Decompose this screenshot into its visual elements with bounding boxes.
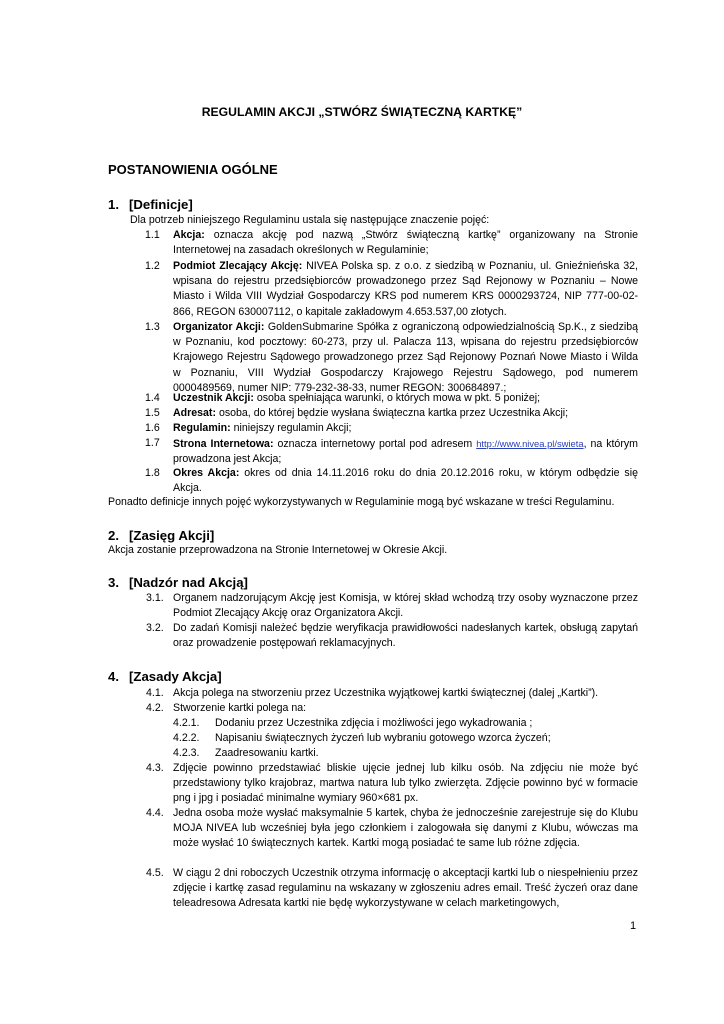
section-1-tail: Ponadto definicje innych pojęć wykorzystywanych w Regulaminie mogą być wskazane w treści Regulaminu. [108, 496, 615, 508]
item-4-2-3 [173, 746, 638, 762]
document-title: REGULAMIN AKCJI „STWÓRZ ŚWIĄTECZNĄ KARTKĘ” [201, 105, 523, 119]
item-4-2-2 [173, 731, 638, 747]
item-number: 1.1 [145, 229, 160, 241]
item-text: Akcja polega na stworzeniu przez Uczestnika wyjątkowej kartki świątecznej (dalej „Kartki”). [173, 687, 599, 699]
section-number: 2. [108, 528, 119, 543]
item-text: Jedna osoba może wysłać maksymalnie 5 kartek, chyba że jednocześnie zarejestruje się do Klubu MOJA NIVEA lub wcześniej była jego członkiem i zalogowała się danymi z Klubu, wówczas ma może wysłać 10 świątecznych kartek. Kartki mogą posiadać te same lub różne zdjęcia. [173, 807, 638, 850]
item-4-3 [146, 761, 638, 807]
section-number: 4. [108, 669, 119, 684]
item-text: Organem nadzorującym Akcję jest Komisja, w której skład wchodzą trzy osoby wyznaczone przez Podmiot Zlecający Akcję oraz Organizatora Akcji. [173, 592, 638, 620]
definition-1-5 [145, 406, 638, 422]
definition-1-6 [145, 421, 638, 437]
item-text: Do zadań Komisji należeć będzie weryfikacja prawidłowości nadesłanych kartek, obsługą zapytań oraz prowadzenie postępowań reklamacyjnych. [173, 622, 638, 650]
item-number: 4.4. [146, 807, 164, 819]
definition-text-after: , na którym prowadzona jest Akcja; [173, 438, 638, 466]
definition-term: Akcja: [173, 229, 205, 241]
item-text: Dodaniu przez Uczestnika zdjęcia i możliwości jego wykadrowania ; [215, 717, 533, 729]
section-2-heading [108, 528, 214, 543]
item-number: 1.6 [145, 422, 160, 434]
item-number: 1.3 [145, 321, 160, 333]
general-provisions-heading: POSTANOWIENIA OGÓLNE [108, 162, 278, 177]
definition-term: Regulamin: [173, 422, 231, 434]
section-title: [Zasady Akcja] [129, 669, 222, 684]
section-1-intro: Dla potrzeb niniejszego Regulaminu ustala się następujące znaczenie pojęć: [130, 214, 490, 226]
website-link[interactable]: http://www.nivea.pl/swieta [476, 438, 584, 449]
item-number: 4.3. [146, 762, 164, 774]
definition-term: Adresat: [173, 407, 216, 419]
item-number: 1.7 [145, 437, 160, 449]
item-4-4 [146, 806, 638, 867]
item-number: 3.1. [146, 592, 164, 604]
item-text: Stworzenie kartki polega na: [173, 702, 307, 714]
definition-term: Okres Akcja: [173, 467, 240, 479]
definition-text: okres od dnia 14.11.2016 roku do dnia 20.12.2016 roku, w którym odbędzie się Akcja. [173, 467, 638, 495]
item-number: 4.2.3. [173, 747, 200, 759]
section-title: [Nadzór nad Akcją] [129, 575, 248, 590]
item-number: 4.2.1. [173, 717, 200, 729]
section-2-text: Akcja zostanie przeprowadzona na Stronie Internetowej w Okresie Akcji. [108, 544, 448, 556]
item-text: Napisaniu świątecznych życzeń lub wybraniu gotowego wzorca życzeń; [215, 732, 551, 744]
definition-1-2 [145, 259, 638, 320]
definition-text: osoba spełniająca warunki, o których mowa w pkt. 5 poniżej; [256, 392, 541, 404]
definition-text: oznacza akcję pod nazwą „Stwórz świąteczną kartkę” organizowany na Stronie Internetowej na zasadach określonych w Regulaminie; [173, 229, 638, 257]
item-4-2 [146, 701, 638, 717]
definition-1-8 [145, 466, 638, 497]
definition-text: GoldenSubmarine Spółka z ograniczoną odpowiedzialnością Sp.K., z siedzibą w Poznaniu, kod pocztowy: 60-273, przy ul. Palacza 113, wpisana do rejestru przedsiębiorców Krajowego Rejestru Sądowego prowadzonego przez Sąd Rejonowy Poznań Nowe Miasto i Wilda w Poznaniu, VIII Wydział Gospodarczy Krajowego Rejestru Sądowego, pod numerem 0000489569, numer NIP: 779-232-38-33, numer REGON: 300684897.; [173, 321, 639, 394]
section-number: 3. [108, 575, 119, 590]
section-number: 1. [108, 197, 119, 212]
definition-1-7 [145, 436, 638, 467]
item-text: Zdjęcie powinno przedstawiać bliskie ujęcie jednej lub kilku osób. Na zdjęciu nie może być przedstawiony tylko krajobraz, martwa natura lub tylko zwierzęta. Zdjęcie powinno być w formacie png i jpg i posiadać minimalne wymiary 960×681 px. [173, 762, 638, 805]
item-number: 1.8 [145, 467, 160, 479]
section-4-heading [108, 669, 222, 684]
definition-text: NIVEA Polska sp. z o.o. z siedzibą w Poznaniu, ul. Gnieźnieńska 32, wpisana do rejestru przedsiębiorców prowadzonego przez Sąd Rejonowy w Poznaniu – Nowe Miasto i Wilda VIII Wydział Gospodarczy KRS pod numerem KRS 0000293724, NIP 777-00-02-866, REGON 630007112, o kapitale zakładowym 4.653.537,00 złotych. [173, 260, 638, 318]
item-number: 4.2. [146, 702, 164, 714]
item-4-1 [146, 686, 638, 702]
item-4-2-1 [173, 716, 638, 732]
item-number: 3.2. [146, 622, 164, 634]
item-number: 4.2.2. [173, 732, 200, 744]
section-title: [Zasięg Akcji] [129, 528, 215, 543]
definition-text: osoba, do której będzie wysłana świąteczna kartka przez Uczestnika Akcji; [218, 407, 569, 419]
definition-1-3 [145, 320, 638, 396]
definition-term: Uczestnik Akcji: [173, 392, 254, 404]
definition-text: niniejszy regulamin Akcji; [233, 422, 352, 434]
item-number: 1.4 [145, 392, 160, 404]
item-3-2 [146, 621, 638, 652]
section-1-heading [108, 197, 193, 212]
item-number: 1.5 [145, 407, 160, 419]
item-number: 4.1. [146, 687, 164, 699]
definition-term: Podmiot Zlecający Akcję: [173, 260, 303, 272]
section-3-heading [108, 575, 248, 590]
definition-term: Organizator Akcji: [173, 321, 265, 333]
item-number: 4.5. [146, 867, 164, 879]
item-4-5 [146, 866, 638, 912]
section-title: [Definicje] [129, 197, 193, 212]
item-3-1 [146, 591, 638, 622]
page-number: 1 [630, 920, 637, 932]
definition-1-4 [145, 391, 638, 407]
definition-term: Strona Internetowa: [173, 438, 274, 450]
item-text: W ciągu 2 dni roboczych Uczestnik otrzyma informację o akceptacji kartki lub o niespełnieniu przez zdjęcie i kartkę zasad regulaminu na wskazany w zgłoszeniu adres email. Treść życzeń oraz dane teleadresowa Adresata kartki nie będę wykorzystywane w celach marketingowych, [173, 867, 638, 910]
item-number: 1.2 [145, 260, 160, 272]
definition-1-1 [145, 228, 638, 259]
item-text: Zaadresowaniu kartki. [215, 747, 319, 759]
definition-text: oznacza internetowy portal pod adresem [277, 438, 473, 450]
